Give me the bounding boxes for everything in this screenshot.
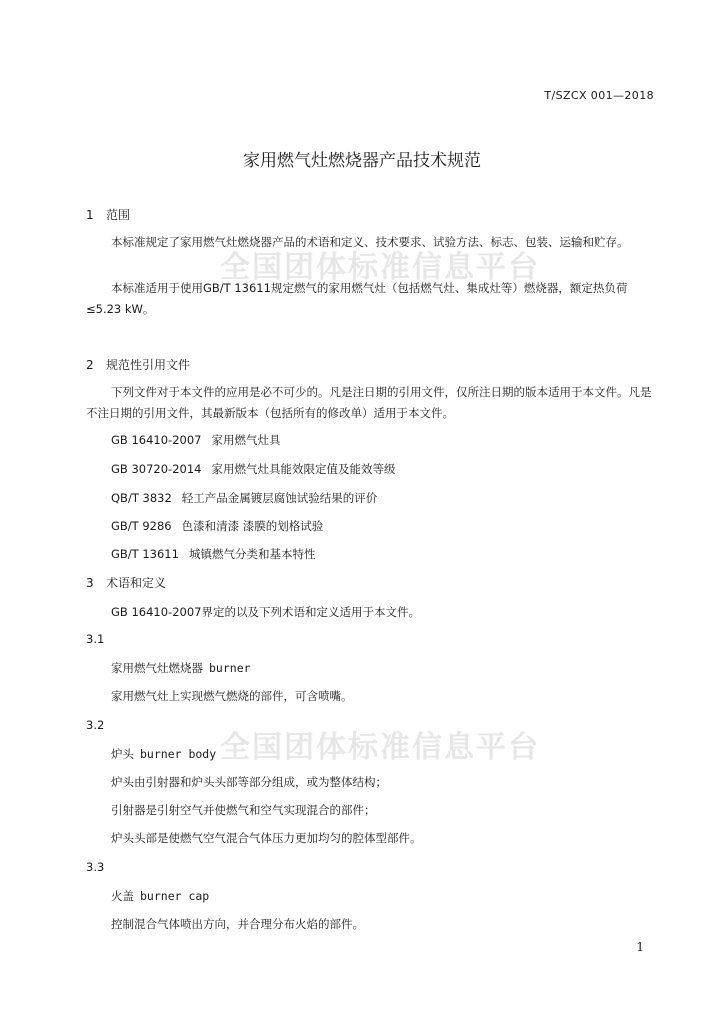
definition-text: 引射器是引射空气并使燃气和空气实现混合的部件；	[111, 803, 376, 817]
term-english: burner	[209, 661, 251, 675]
paragraph: 本标准规定了家用燃气灶燃烧器产品的术语和定义、技术要求、试验方法、标志、包装、运输和贮存。	[111, 235, 629, 249]
reference-item	[111, 461, 395, 477]
reference-name: 色漆和清漆 漆膜的划格试验	[181, 519, 324, 533]
clause-number: 3.3	[86, 860, 105, 874]
reference-code: GB 30720-2014	[111, 462, 202, 476]
term-chinese: 家用燃气灶燃烧器	[111, 661, 203, 675]
reference-name: 家用燃气灶具能效限定值及能效等级	[211, 462, 396, 476]
definition-text: 炉头由引射器和炉头头部等部分组成，或为整体结构；	[111, 775, 387, 789]
reference-item	[111, 546, 315, 562]
term-chinese: 火盖	[111, 889, 134, 903]
section-number: 3	[86, 576, 94, 590]
definition-text: 控制混合气体喷出方向，并合理分布火焰的部件。	[111, 917, 364, 931]
section-number: 1	[86, 208, 94, 222]
clause-number: 3.2	[86, 718, 105, 732]
document-title: 家用燃气灶燃烧器产品技术规范	[243, 151, 481, 171]
term-english: burner body	[140, 747, 217, 761]
reference-name: 城镇燃气分类和基本特性	[188, 547, 316, 561]
section-heading-scope	[86, 206, 130, 223]
term-english: burner cap	[140, 889, 210, 903]
section-title: 范围	[106, 208, 131, 222]
reference-item	[111, 490, 377, 506]
reference-code: GB/T 9286	[111, 519, 172, 533]
definition-text: 家用燃气灶上实现燃气燃烧的部件，可含喷嘴。	[111, 689, 353, 703]
term-entry	[111, 660, 251, 676]
definition-text: 炉头头部是使燃气空气混合气体压力更加均匀的腔体型部件。	[111, 831, 422, 845]
reference-code: QB/T 3832	[111, 491, 172, 505]
section-heading-terms-and-definitions	[86, 574, 166, 591]
paragraph: 下列文件对于本文件的应用是必不可少的。凡是注日期的引用文件，仅所注日期的版本适用于本文件。凡是不注日期的引用文件，其最新版本（包括所有的修改单）适用于本文件。	[86, 385, 652, 420]
paragraph: GB 16410-2007界定的以及下列术语和定义适用于本文件。	[111, 605, 420, 619]
standard-code: T/SZCX 001—2018	[544, 89, 654, 102]
watermark-text: 全国团体标准信息平台	[220, 730, 540, 765]
page-number: 1	[636, 940, 644, 954]
section-number: 2	[86, 358, 94, 372]
clause-number: 3.1	[86, 632, 105, 646]
reference-code: GB 16410-2007	[111, 433, 202, 447]
reference-item	[111, 518, 323, 534]
reference-item	[111, 432, 280, 448]
paragraph: 本标准适用于使用GB/T 13611规定燃气的家用燃气灶（包括燃气灶、集成灶等）燃烧器，额定热负荷≤5.23 kW。	[86, 281, 628, 316]
reference-name: 轻工产品金属镀层腐蚀试验结果的评价	[181, 491, 378, 505]
section-title: 规范性引用文件	[106, 358, 191, 372]
watermark-text: 全国团体标准信息平台	[220, 250, 540, 285]
term-entry	[111, 888, 209, 904]
section-heading-normative-references	[86, 356, 190, 373]
section-title: 术语和定义	[106, 576, 167, 590]
term-chinese: 炉头	[111, 747, 134, 761]
reference-name: 家用燃气灶具	[211, 433, 281, 447]
reference-code: GB/T 13611	[111, 547, 179, 561]
term-entry	[111, 746, 216, 762]
